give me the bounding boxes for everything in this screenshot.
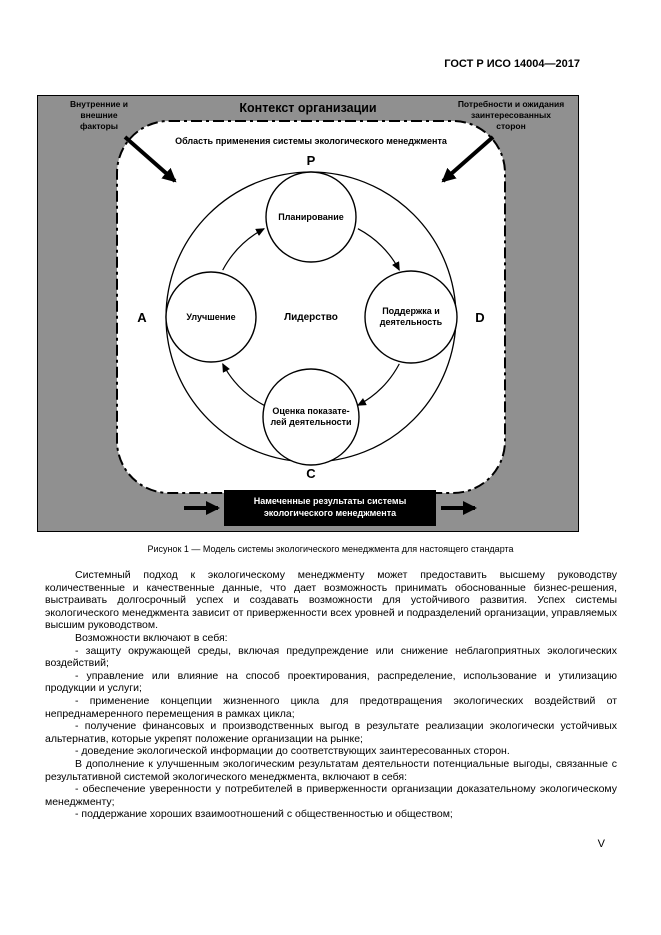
document-code: ГОСТ Р ИСО 14004—2017 (444, 58, 580, 70)
paragraph: Возможности включают в себя: (75, 631, 228, 644)
support-operation-label-line2: деятельность (379, 317, 443, 327)
leadership-label: Лидерство (284, 312, 338, 323)
paragraph: - доведение экологической информации до соответствующих заинтересованных сторон. (75, 745, 510, 758)
pdca-letter-a: A (137, 310, 147, 325)
svg-text:факторы: факторы (79, 121, 119, 131)
scope-label: Область применения системы экологического менеджмента (175, 136, 447, 146)
figure-1-diagram (37, 95, 579, 532)
performance-evaluation-label-line1: Оценка показате- (272, 406, 350, 416)
paragraph: - обеспечение уверенности у потребителей в приверженности организации доказательному экологическому менеджменту; (45, 783, 617, 808)
paragraph: - поддержание хороших взаимоотношений с общественностью и обществом; (75, 808, 453, 821)
paragraph: - применение концепции жизненного цикла для предотвращения экологических воздействий от непреднамеренного перемещения в рамках цикла; (45, 694, 617, 720)
pdca-letter-c: C (306, 466, 316, 481)
paragraph: Системный подход к экологическому менеджменту может предоставить высшему руководству количественные и качественные данные, что дает возможность принимать обоснованные бизнес-решения, выстраивать долгосрочный успех и создавать возможности для устойчивого развития. Успех системы экологического менеджмента зависит от приверженности всех уровней и подразделений организации, управляемых высшим руководством. (45, 569, 617, 632)
intended-outcomes-label-line2: экологического менеджмента (263, 508, 397, 518)
planning-label: Планирование (278, 212, 344, 222)
support-operation-label-line1: Поддержка и (382, 306, 440, 316)
paragraph: - получение финансовых и производственных выгод в результате реализации экологически устойчивых альтернатив, которые укрепят положение организации на рынке; (45, 720, 617, 745)
svg-text:внешние: внешние (80, 110, 118, 120)
paragraph: - защиту окружающей среды, включая предупреждение или снижение неблагоприятных экологических воздействий; (45, 644, 617, 670)
context-title: Контекст организации (239, 101, 377, 115)
body-text (45, 569, 617, 821)
svg-text:Внутренние и: Внутренние и (70, 99, 128, 109)
paragraph: - управление или влияние на способ проектирования, распределение, использование и утилизацию продукции и услуги; (45, 669, 617, 695)
svg-text:заинтересованных: заинтересованных (471, 110, 551, 120)
performance-evaluation-label-line2: лей деятельности (270, 417, 352, 427)
page-number: V (597, 838, 605, 850)
paragraph: В дополнение к улучшенным экологическим результатам деятельности потенциальные выгоды, связанные с результативной системой экологического менеджмента, включают в себя: (45, 757, 617, 783)
svg-text:сторон: сторон (496, 121, 526, 131)
intended-outcomes-label-line1: Намеченные результаты системы (253, 496, 407, 506)
improvement-label: Улучшение (186, 312, 236, 322)
pdca-letter-d: D (475, 310, 485, 325)
pdca-letter-p: P (306, 153, 316, 168)
svg-text:Потребности и ожидания: Потребности и ожидания (457, 99, 565, 109)
figure-caption: Рисунок 1 — Модель системы экологического менеджмента для настоящего стандарта (147, 544, 514, 554)
ems-model-diagram (37, 95, 579, 532)
